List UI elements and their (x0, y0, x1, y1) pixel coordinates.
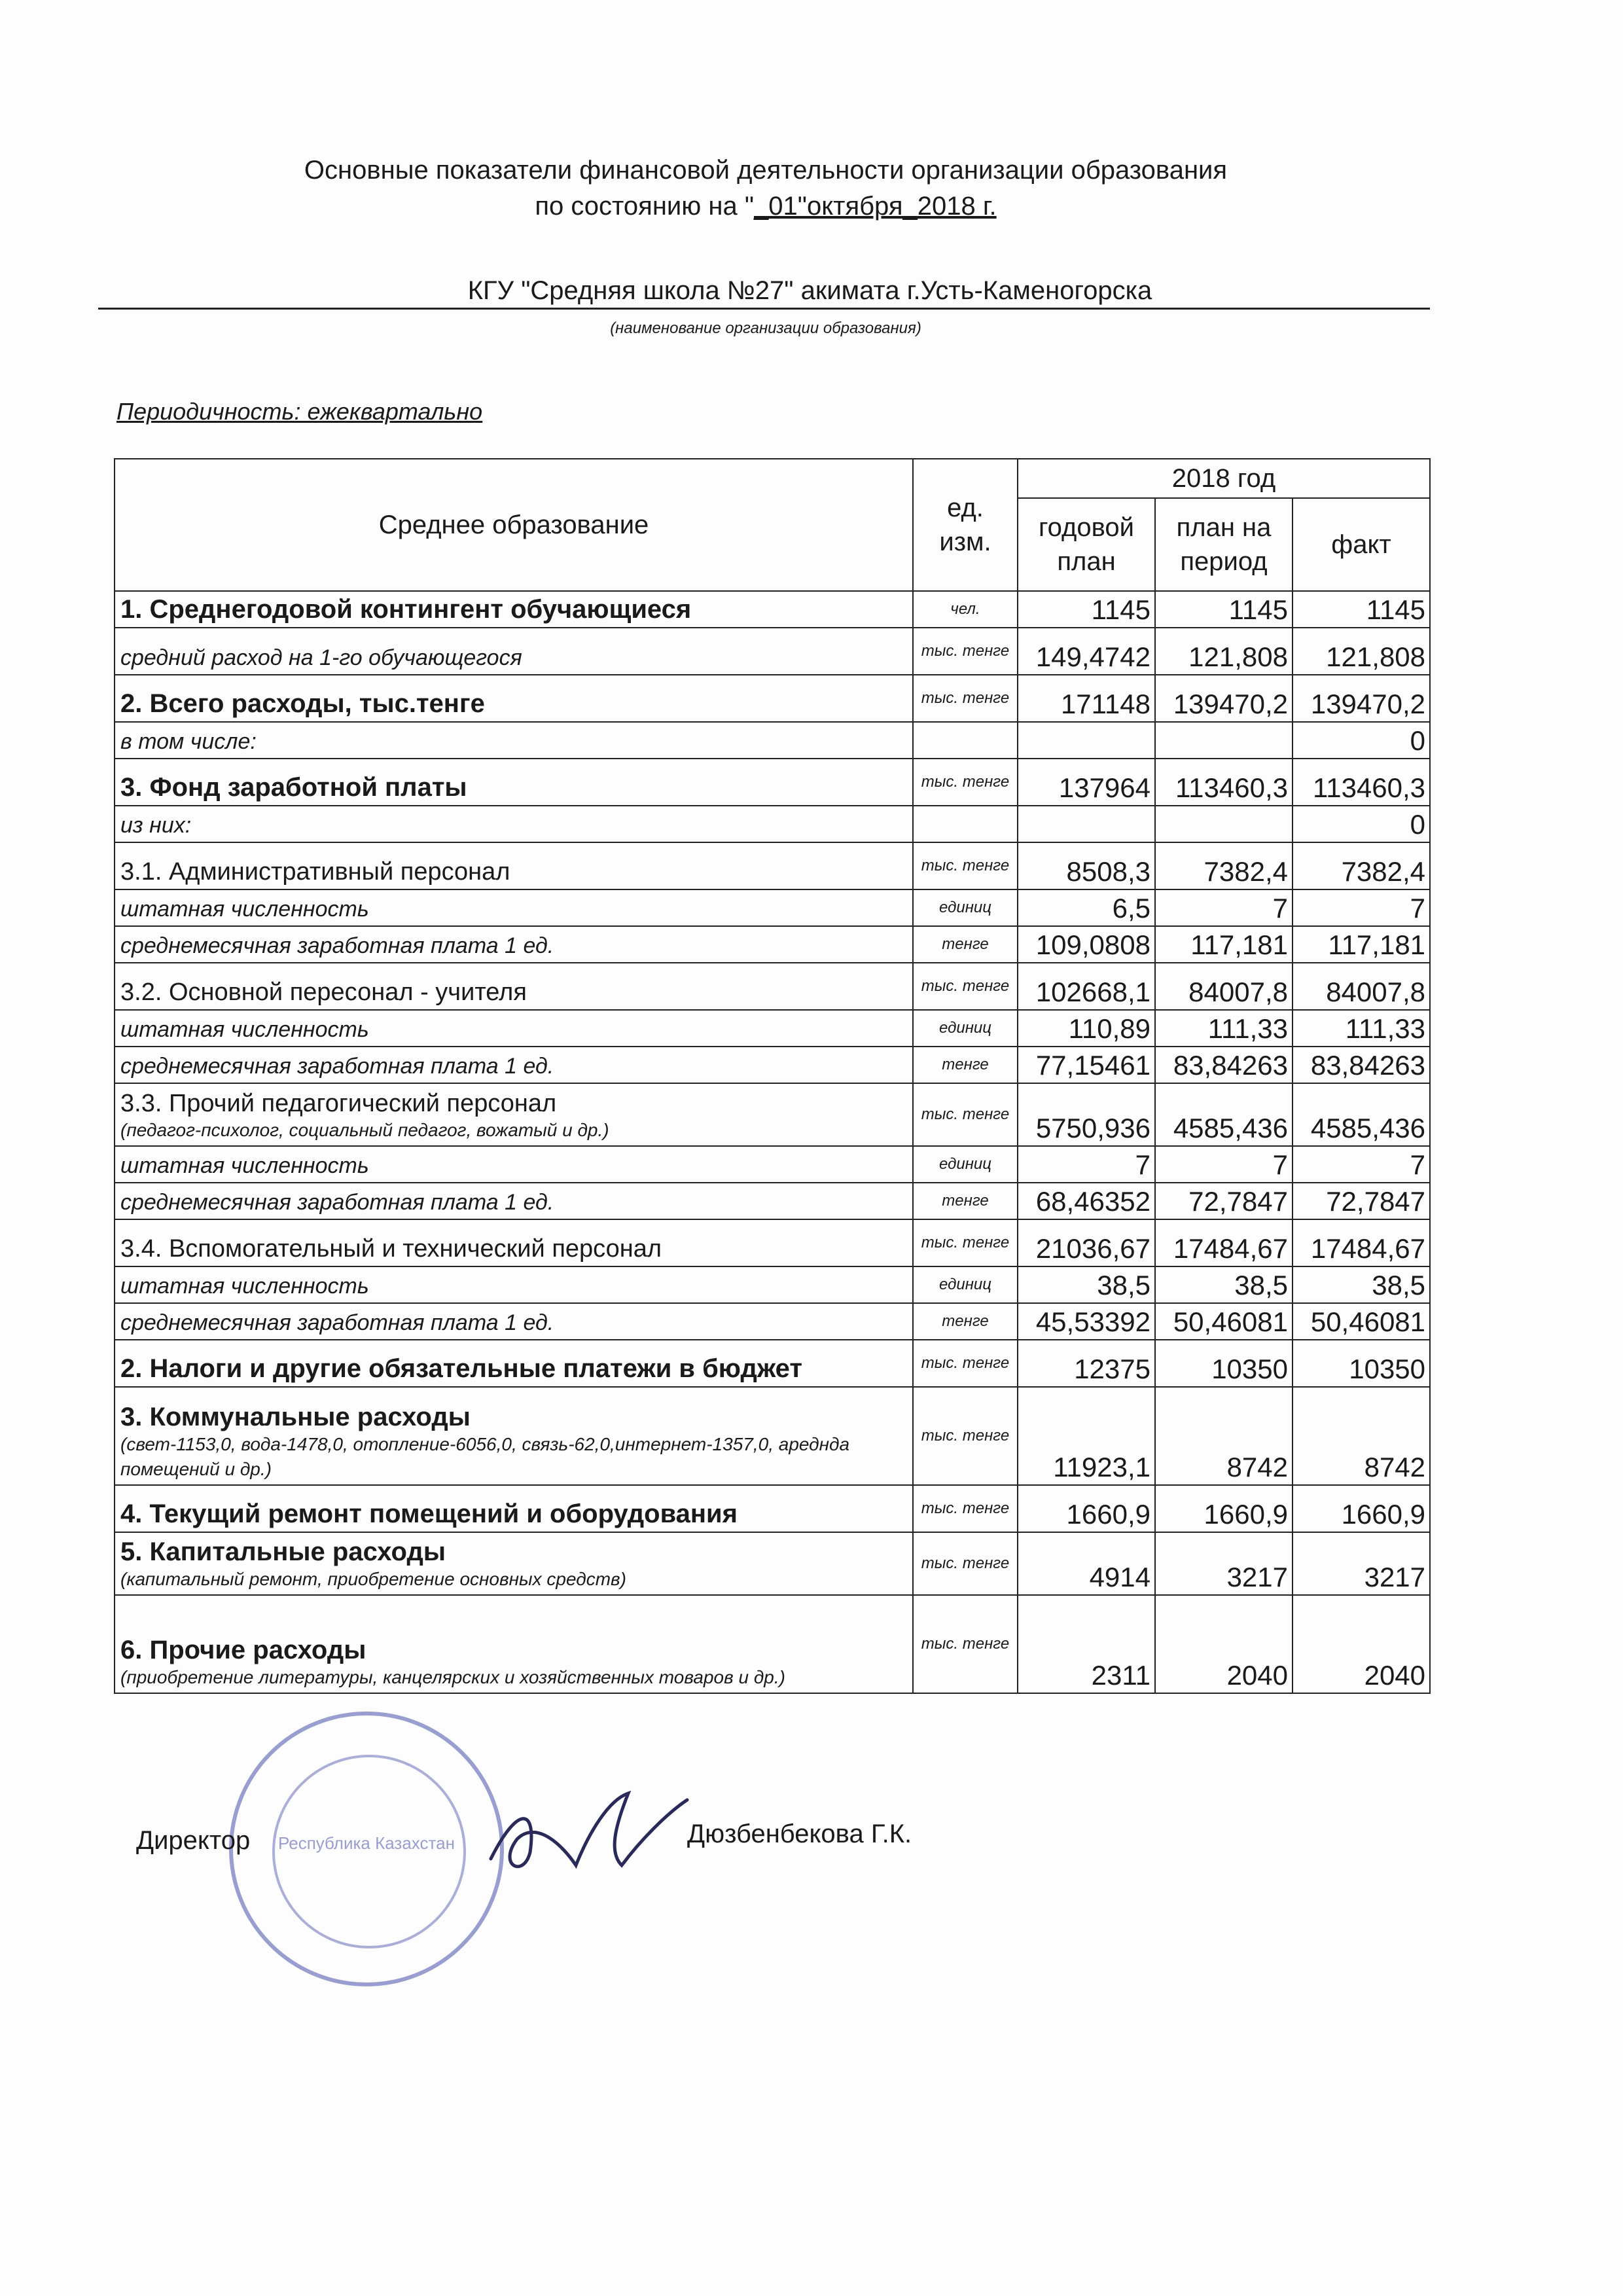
value-period: 121,808 (1155, 628, 1293, 675)
value-period: 83,84263 (1155, 1047, 1293, 1083)
table-row (115, 675, 1430, 722)
table-row (115, 759, 1430, 806)
value-fact: 84007,8 (1293, 963, 1430, 1010)
row-label-cell (115, 1303, 913, 1340)
value-annual: 68,46352 (1018, 1183, 1155, 1219)
value-annual: 77,15461 (1018, 1047, 1155, 1083)
row-label-cell (115, 1532, 913, 1595)
value-fact: 1145 (1293, 591, 1430, 628)
header-unit: ед. изм. (913, 459, 1018, 591)
value-annual: 102668,1 (1018, 963, 1155, 1010)
row-label: среднемесячная заработная плата 1 ед. (120, 1054, 554, 1079)
value-fact: 7 (1293, 889, 1430, 926)
row-unit: тыс. тенге (913, 675, 1018, 722)
row-label-cell (115, 1387, 913, 1485)
row-unit: тыс. тенге (913, 1595, 1018, 1693)
value-fact: 7382,4 (1293, 842, 1430, 889)
value-annual: 45,53392 (1018, 1303, 1155, 1340)
table-row (115, 1340, 1430, 1387)
value-fact: 0 (1293, 806, 1430, 842)
row-label: 4. Текущий ремонт помещений и оборудования (120, 1499, 738, 1528)
value-period: 84007,8 (1155, 963, 1293, 1010)
row-sublabel: (педагог-психолог, социальный педагог, вожатый и др.) (120, 1120, 609, 1140)
value-annual: 7 (1018, 1146, 1155, 1183)
row-label: средний расход на 1-го обучающегося (120, 645, 522, 670)
table-row (115, 1146, 1430, 1183)
row-label: 2. Налоги и другие обязательные платежи в бюджет (120, 1354, 802, 1383)
row-label-cell (115, 1183, 913, 1219)
row-label: в том числе: (120, 729, 257, 754)
row-unit: единиц (913, 1146, 1018, 1183)
value-fact: 72,7847 (1293, 1183, 1430, 1219)
row-label-cell (115, 1219, 913, 1266)
table-row (115, 722, 1430, 759)
director-label: Директор (136, 1826, 251, 1855)
value-annual: 137964 (1018, 759, 1155, 806)
value-fact: 121,808 (1293, 628, 1430, 675)
table-row (115, 926, 1430, 963)
row-label-cell (115, 1083, 913, 1146)
row-label-cell (115, 842, 913, 889)
value-period: 7382,4 (1155, 842, 1293, 889)
director-signature (478, 1780, 700, 1885)
value-annual (1018, 806, 1155, 842)
row-unit: тенге (913, 1303, 1018, 1340)
row-label: штатная численность (120, 1017, 369, 1042)
row-unit: тенге (913, 926, 1018, 963)
row-label: 2. Всего расходы, тыс.тенге (120, 689, 485, 718)
row-unit (913, 722, 1018, 759)
row-unit: тыс. тенге (913, 628, 1018, 675)
row-unit: чел. (913, 591, 1018, 628)
value-period: 72,7847 (1155, 1183, 1293, 1219)
row-label-cell (115, 1047, 913, 1083)
value-fact: 111,33 (1293, 1010, 1430, 1047)
row-label: 3.1. Административный персонал (120, 858, 510, 886)
row-unit: тыс. тенге (913, 842, 1018, 889)
value-period: 10350 (1155, 1340, 1293, 1387)
row-label: 5. Капитальные расходы (120, 1537, 446, 1566)
row-unit: тыс. тенге (913, 963, 1018, 1010)
value-period: 111,33 (1155, 1010, 1293, 1047)
table-row (115, 591, 1430, 628)
value-period: 4585,436 (1155, 1083, 1293, 1146)
row-sublabel: (свет-1153,0, вода-1478,0, отопление-6056,0, связь-62,0,интернет-1357,0, аредндa помещений и др.) (120, 1434, 850, 1479)
row-label-cell (115, 759, 913, 806)
header-year: 2018 год (1018, 459, 1430, 498)
row-unit: тыс. тенге (913, 1083, 1018, 1146)
row-label-cell (115, 675, 913, 722)
table-row (115, 1595, 1430, 1693)
value-fact: 83,84263 (1293, 1047, 1430, 1083)
row-unit: единиц (913, 1266, 1018, 1303)
row-label-cell (115, 591, 913, 628)
financial-indicators-table (114, 458, 1431, 1694)
row-sublabel: (капитальный ремонт, приобретение основных средств) (120, 1569, 626, 1589)
row-label-cell (115, 806, 913, 842)
value-fact: 8742 (1293, 1387, 1430, 1485)
value-fact: 1660,9 (1293, 1485, 1430, 1532)
row-label: 6. Прочие расходы (120, 1636, 366, 1664)
table-row (115, 889, 1430, 926)
report-date: _01"октября_2018 г. (754, 192, 997, 221)
value-annual: 11923,1 (1018, 1387, 1155, 1485)
header-period-plan: план на период (1155, 498, 1293, 591)
row-unit: единиц (913, 889, 1018, 926)
value-period: 113460,3 (1155, 759, 1293, 806)
value-period: 139470,2 (1155, 675, 1293, 722)
value-period: 7 (1155, 1146, 1293, 1183)
value-fact: 4585,436 (1293, 1083, 1430, 1146)
director-name: Дюзбенбекова Г.К. (687, 1820, 912, 1848)
value-period: 3217 (1155, 1532, 1293, 1595)
row-label: 3.2. Основной пересонал - учителя (120, 978, 527, 1006)
value-annual: 149,4742 (1018, 628, 1155, 675)
table-row (115, 1010, 1430, 1047)
value-fact: 2040 (1293, 1595, 1430, 1693)
header-fact: факт (1293, 498, 1430, 591)
row-label-cell (115, 926, 913, 963)
row-label: штатная численность (120, 1153, 369, 1178)
row-unit: единиц (913, 1010, 1018, 1047)
value-period: 38,5 (1155, 1266, 1293, 1303)
table-row (115, 1083, 1430, 1146)
row-unit: тенге (913, 1047, 1018, 1083)
value-period: 8742 (1155, 1387, 1293, 1485)
row-label-cell (115, 1266, 913, 1303)
value-annual: 8508,3 (1018, 842, 1155, 889)
document-date-line (0, 190, 1531, 223)
value-period: 50,46081 (1155, 1303, 1293, 1340)
value-fact: 139470,2 (1293, 675, 1430, 722)
stamp-text: Республика Казахстан (278, 1833, 455, 1853)
value-fact: 117,181 (1293, 926, 1430, 963)
row-unit: тыс. тенге (913, 1485, 1018, 1532)
table-row (115, 1183, 1430, 1219)
row-label: 3.3. Прочий педагогический персонал (120, 1090, 557, 1117)
value-period (1155, 722, 1293, 759)
table-row (115, 842, 1430, 889)
row-label: среднемесячная заработная плата 1 ед. (120, 1310, 554, 1335)
value-period (1155, 806, 1293, 842)
value-fact: 50,46081 (1293, 1303, 1430, 1340)
value-fact: 7 (1293, 1146, 1430, 1183)
value-fact: 17484,67 (1293, 1219, 1430, 1266)
date-prefix: по состоянию на " (535, 192, 755, 221)
row-unit: тыс. тенге (913, 1532, 1018, 1595)
row-label-cell (115, 963, 913, 1010)
periodicity: Периодичность: ежеквартально (116, 398, 483, 425)
row-label-cell (115, 1485, 913, 1532)
row-label-cell (115, 1340, 913, 1387)
organization-note: (наименование организации образования) (610, 319, 921, 337)
organization-name: КГУ "Средняя школа №27" акимата г.Усть-Каменогорска (98, 274, 1430, 310)
value-period: 117,181 (1155, 926, 1293, 963)
value-annual: 1145 (1018, 591, 1155, 628)
table-row (115, 963, 1430, 1010)
table-row (115, 1047, 1430, 1083)
row-label: 3.4. Вспомогательный и технический персонал (120, 1235, 662, 1263)
row-label: 3. Коммунальные расходы (120, 1403, 471, 1431)
table-row (115, 1532, 1430, 1595)
table-row (115, 1219, 1430, 1266)
row-unit: тыс. тенге (913, 759, 1018, 806)
row-label: 1. Среднегодовой контингент обучающиеся (120, 595, 692, 624)
table-row (115, 806, 1430, 842)
row-label: штатная численность (120, 1274, 369, 1299)
table-row (115, 1485, 1430, 1532)
value-annual: 109,0808 (1018, 926, 1155, 963)
table-row (115, 1387, 1430, 1485)
row-label-cell (115, 1595, 913, 1693)
header-annual-plan: годовой план (1018, 498, 1155, 591)
value-annual: 38,5 (1018, 1266, 1155, 1303)
value-annual: 12375 (1018, 1340, 1155, 1387)
table-row (115, 1303, 1430, 1340)
official-stamp (229, 1712, 504, 1986)
value-period: 1660,9 (1155, 1485, 1293, 1532)
row-unit: тенге (913, 1183, 1018, 1219)
value-period: 2040 (1155, 1595, 1293, 1693)
row-label-cell (115, 1146, 913, 1183)
value-annual: 6,5 (1018, 889, 1155, 926)
value-annual: 4914 (1018, 1532, 1155, 1595)
row-label: из них: (120, 813, 192, 838)
value-annual: 2311 (1018, 1595, 1155, 1693)
table-row (115, 1266, 1430, 1303)
row-unit: тыс. тенге (913, 1219, 1018, 1266)
row-label-cell (115, 628, 913, 675)
row-label: штатная численность (120, 897, 369, 922)
value-fact: 10350 (1293, 1340, 1430, 1387)
row-label: среднемесячная заработная плата 1 ед. (120, 933, 554, 958)
value-period: 17484,67 (1155, 1219, 1293, 1266)
row-unit: тыс. тенге (913, 1387, 1018, 1485)
row-label: среднемесячная заработная плата 1 ед. (120, 1190, 554, 1215)
row-label: 3. Фонд заработной платы (120, 773, 467, 802)
value-fact: 3217 (1293, 1532, 1430, 1595)
value-fact: 38,5 (1293, 1266, 1430, 1303)
value-annual (1018, 722, 1155, 759)
value-fact: 113460,3 (1293, 759, 1430, 806)
row-unit (913, 806, 1018, 842)
table-row (115, 628, 1430, 675)
value-annual: 21036,67 (1018, 1219, 1155, 1266)
value-annual: 171148 (1018, 675, 1155, 722)
value-period: 7 (1155, 889, 1293, 926)
row-label-cell (115, 889, 913, 926)
row-unit: тыс. тенге (913, 1340, 1018, 1387)
row-sublabel: (приобретение литературы, канцелярских и хозяйственных товаров и др.) (120, 1667, 785, 1687)
row-label-cell (115, 722, 913, 759)
document-title: Основные показатели финансовой деятельности организации образования (304, 156, 1228, 185)
value-annual: 1660,9 (1018, 1485, 1155, 1532)
value-annual: 5750,936 (1018, 1083, 1155, 1146)
header-section: Среднее образование (115, 459, 913, 591)
row-label-cell (115, 1010, 913, 1047)
value-annual: 110,89 (1018, 1010, 1155, 1047)
value-fact: 0 (1293, 722, 1430, 759)
value-period: 1145 (1155, 591, 1293, 628)
